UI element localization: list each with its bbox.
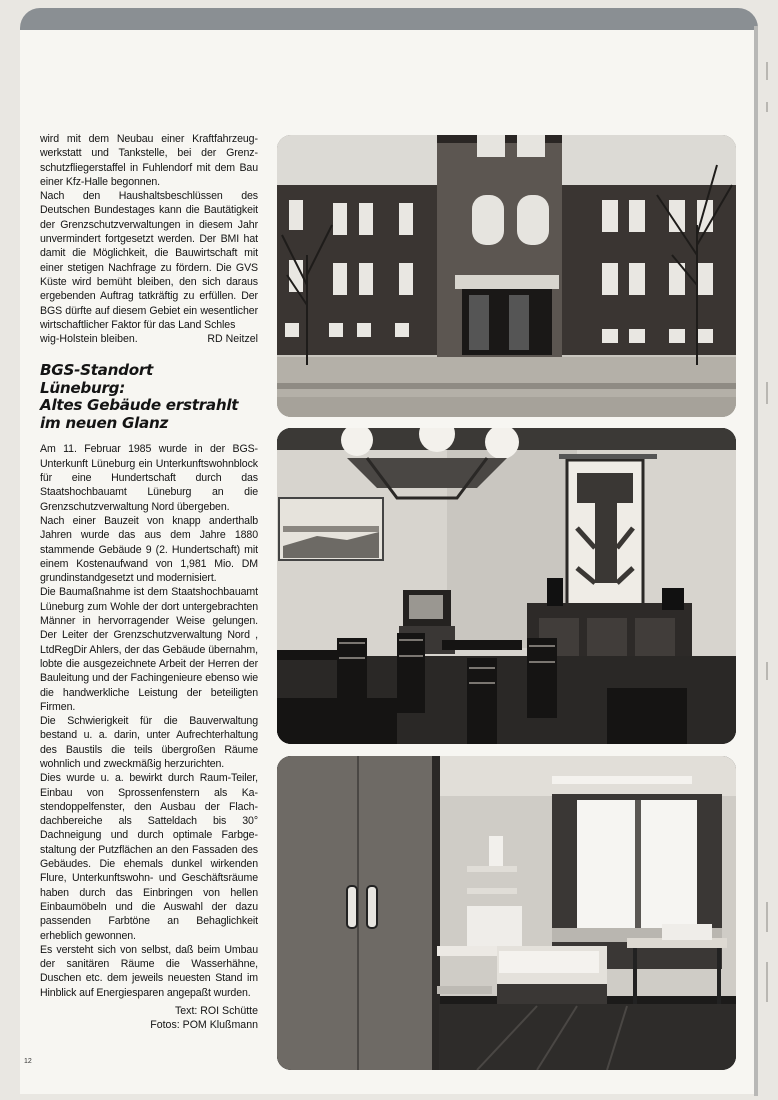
building-facade-photo — [277, 135, 736, 417]
intro-closing-line — [40, 332, 258, 346]
body-paragraph-5: Dies wurde u. a. bewirkt durch Raum-Teiler, Einbau von Sprossenfenstern als Kastendoppelfenster, den Ausbau der Flachdachbereiche als Satteldach bis 30° Dachneigung und durch optimale Farbgestaltung der Putzflächen an den Fassaden des Gebäudes. Die ehemals dunkel wirkenden Flure, Unterkunftswohn- und Geschäftsräume haben durch das Einbringen von hellen Einbaumöbeln und die Auswahl der dazu passenden Farbtöne an Behaglichkeit erheblich gewonnen. — [40, 772, 258, 942]
lounge-interior-photo — [277, 428, 736, 744]
intro-last-line: wig-Holstein bleiben. — [40, 333, 138, 346]
bedroom-interior-photo — [277, 756, 736, 1070]
page-number: 12 — [24, 1058, 32, 1065]
intro-paragraph-2: Nach den Haushaltsbeschlüssen des Deutschen Bundestages kann die Bautätigkeit der Grenzschutzverwaltungen in diesem Jahr unvermindert fortgesetzt werden. Der BMI hat damit die Möglichkeit, die Bauwirtschaft mit einer stetigen Nachfrage zu fördern. Die GVS Küste wird bemüht bleiben, den sich daraus ergebenden Auftrag tatkräftig zu erfüllen. Der BGS dürfte auf diesem Gebiet ein wesentlicher wirtschaftlicher Faktor für das Land Schles — [40, 190, 258, 331]
body-paragraph-3: Die Baumaßnahme ist dem Staatshochbauamt Lüneburg zum Wohle der dort untergebrachten Männer in hervorragender Weise gelungen. Der Leiter der Grenzschutzverwaltung Nord , LtdRegDir Ahlers, der das Gebäude übernahm, lobte die ausgezeichnete Arbeit der Herren der Bauleitung und der Fachingenieure ebenso wie die handwerkliche Leistung der beteiligten Firmen. — [40, 586, 258, 713]
headline-line-1: BGS-Standort — [40, 361, 153, 380]
body-paragraph-4: Die Schwierigkeit für die Bauverwaltung bestand u. a. darin, unter Aufrechterhaltung des Baustils die teils übergroßen Räume wohnlich und zweckmäßig herzurichten. — [40, 715, 258, 770]
headline-line-4: im neuen Glanz — [40, 413, 169, 432]
page-edge — [754, 26, 758, 1096]
intro-author: RD Neitzel — [207, 333, 258, 346]
credits — [40, 1004, 258, 1033]
body-paragraph-1: Am 11. Februar 1985 wurde in der BGS-Unterkunft Lüneburg ein Unterkunftswohnblock für eine Hundertschaft durch das Staatshochbauamt Lüneburg an die Grenzschutzverwaltung Nord übergeben. — [40, 443, 258, 513]
headline-line-2: Lüneburg: — [40, 378, 126, 397]
credit-photos: Fotos: POM Klußmann — [150, 1019, 258, 1032]
body-paragraph-6: Es versteht sich von selbst, daß beim Umbau der sanitären Räume die Wasserhähne, Duschen etc. dem jeweils neuesten Stand im Hinblick auf Energiesparen angepaßt wurden. — [40, 943, 258, 999]
headline-line-3: Altes Gebäude erstrahlt — [40, 396, 239, 415]
intro-paragraph-1: wird mit dem Neubau einer Kraftfahrzeugwerkstatt und Tankstelle, bei der Grenzschutzfliegerstaffel in Fuhlendorf mit dem Bau einer Kfz-Halle begonnen. — [40, 133, 258, 188]
body-paragraph-2: Nach einer Bauzeit von knapp anderthalb Jahren wurde das aus dem Jahre 1880 stammende Gebäude 9 (2. Hundertschaft) mit einem Kostenaufwand von 1,981 Mio. DM grundinstandgesetzt und modernisiert. — [40, 514, 258, 585]
article-headline — [40, 362, 258, 432]
credit-text: Text: ROI Schütte — [174, 1005, 258, 1018]
edge-scan-marks — [760, 42, 774, 1042]
text-column — [40, 132, 258, 1033]
